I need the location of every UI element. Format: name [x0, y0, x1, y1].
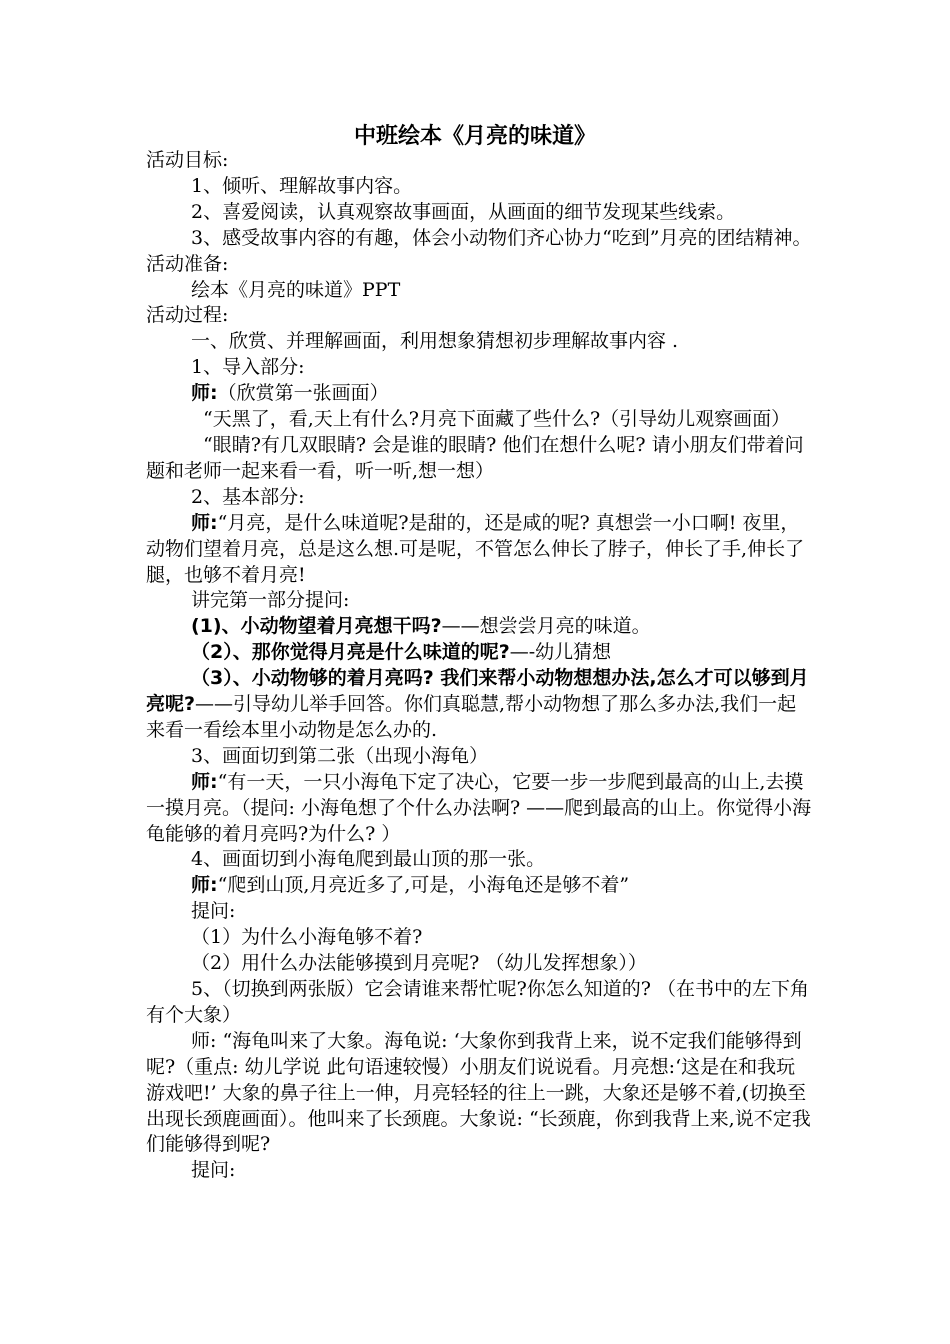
question-line: （2）用什么办法能够摸到月亮呢? （幼儿发挥想象）） [191, 952, 647, 975]
goal-item: 1、倾听、理解故事内容。 [191, 174, 413, 197]
question-answer: ——想尝尝月亮的味道。 [441, 615, 651, 638]
process-part: 一、欣赏、并理解画面，利用想象猜想初步理解故事内容 . [191, 330, 679, 353]
teacher-text: “有一天，一只小海龟下定了决心，它要一步一步爬到最高的山上,去摸一摸月亮。（提问: 小海龟想了个什么办法啊? ——爬到最高的山上。你觉得小海龟能够的着月亮吗?为什么? ） [146, 770, 812, 845]
question-bold: (1)、小动物望着月亮想干吗? [191, 615, 442, 638]
step-heading: 5、（切换到两张版）它会请谁来帮忙呢?你怎么知道的? （在书中的左下角有个大象） [146, 978, 810, 1026]
teacher-line [146, 873, 814, 899]
step-heading: 3、画面切到第二张（出现小海龟） [191, 744, 489, 767]
teacher-line [146, 511, 814, 589]
paragraph: 师: “海龟叫来了大象。海龟说: ‘大象你到我背上来，说不定我们能够得到呢?（重点: 幼儿学说 此句语速较慢）小朋友们说说看。月亮想:‘这是在和我玩游戏吧!’ 大象的鼻子往上一伸，月亮轻轻的往上一跳，大象还是够不着,(切换至出现长颈鹿画面）。他叫来了长颈鹿。大象说: “长颈鹿，你到我背上来,说不定我们能够得到呢? [146, 1029, 811, 1156]
paragraph: 讲完第一部分提问: [191, 589, 350, 612]
question-bold: （3）、小动物够的着月亮吗? 我们来帮小动物想想办法,怎么才可以够到月亮呢? [146, 667, 809, 716]
prep-text: 绘本《月亮的味道》PPT [191, 278, 401, 301]
question-bold: （2）、那你觉得月亮是什么味道的呢? [191, 641, 510, 664]
question-line [146, 666, 814, 744]
ask-heading: 提问: [191, 1159, 236, 1182]
document-title: 中班绘本《月亮的味道》 [353, 124, 596, 149]
question-answer: —-幼儿猜想 [509, 641, 612, 664]
goal-item: 2、喜爱阅读，认真观察故事画面，从画面的细节发现某些线索。 [191, 200, 736, 223]
document-body [146, 148, 814, 1184]
teacher-text: “月亮，是什么味道呢?是甜的，还是咸的呢? 真想尝一小口啊! 夜里，动物们望着月亮，总是这么想.可是呢，不管怎么伸长了脖子，伸长了手,伸长了腿，也够不着月亮! [146, 511, 805, 586]
goals-heading: 活动目标: [146, 149, 229, 171]
question-answer: ——引导幼儿举手回答。你们真聪慧,帮小动物想了那么多办法,我们一起来看一看绘本里小动物是怎么办的. [146, 693, 797, 741]
teacher-line [146, 770, 814, 848]
goal-item: 3、感受故事内容的有趣，体会小动物们齐心协力“吃到”月亮的团结精神。 [191, 226, 812, 249]
teacher-text: （欣赏第一张画面） [217, 382, 389, 405]
teacher-line [146, 381, 814, 407]
teacher-label: 师: [191, 874, 218, 897]
step-heading: 4、画面切到小海龟爬到最山顶的那一张。 [191, 848, 546, 871]
step-heading: 1、导入部分: [191, 356, 305, 379]
prep-heading: 活动准备: [146, 252, 229, 275]
paragraph: “天黑了，看,天上有什么?月亮下面藏了些什么?（引导幼儿观察画面） [203, 408, 791, 431]
question-line [146, 640, 814, 666]
process-heading: 活动过程: [146, 304, 229, 327]
teacher-text: “爬到山顶,月亮近多了,可是，小海龟还是够不着” [217, 874, 630, 897]
teacher-label: 师: [191, 511, 218, 534]
question-line [146, 614, 814, 640]
teacher-label: 师: [191, 770, 218, 793]
ask-heading: 提问: [191, 900, 236, 923]
paragraph: “眼睛?有几双眼睛? 会是谁的眼睛? 他们在想什么呢? 请小朋友们带着问题和老师一起来看一看，听一听,想一想） [146, 433, 804, 482]
question-line: （1）为什么小海龟够不着? [191, 926, 423, 949]
teacher-label: 师: [191, 382, 218, 405]
step-heading: 2、基本部分: [191, 485, 305, 508]
